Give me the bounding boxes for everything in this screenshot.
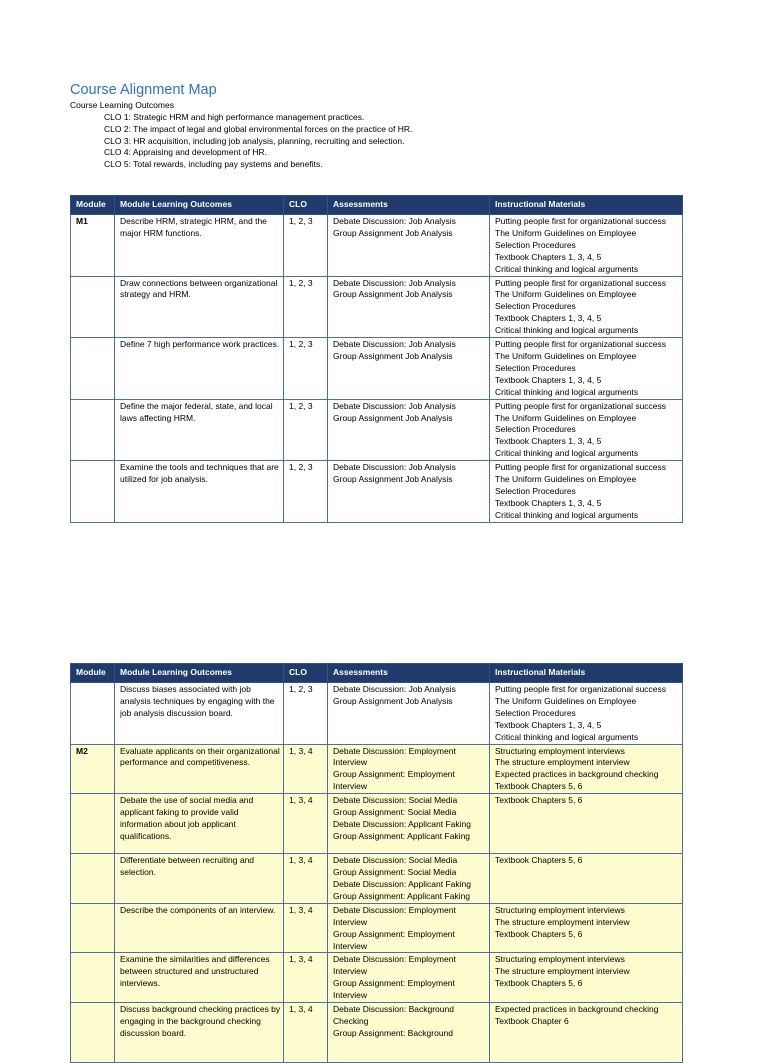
header-outcomes: Module Learning Outcomes [115, 196, 284, 215]
materials-cell [490, 1003, 683, 1063]
assessment-line: Group Assignment Job Analysis [333, 474, 453, 485]
material-line: Textbook Chapters 1, 3, 4, 5 [495, 313, 602, 324]
assessments-cell [328, 215, 490, 277]
alignment-table-1 [70, 195, 683, 523]
materials-cell [490, 953, 683, 1003]
module-cell [71, 276, 115, 338]
material-line: Selection Procedures [495, 424, 576, 435]
clo-cell: 1, 3, 4 [284, 953, 328, 1003]
clo-cell: 1, 2, 3 [284, 215, 328, 277]
materials-cell [490, 276, 683, 338]
material-line: Structuring employment interviews [495, 954, 625, 965]
assessment-line: Interview [333, 757, 368, 768]
clo-cell: 1, 3, 4 [284, 744, 328, 794]
material-line: Textbook Chapters 5, 6 [495, 781, 583, 792]
assessment-line: Group Assignment: Applicant Faking [333, 830, 471, 841]
table-row [71, 215, 683, 277]
material-line: Textbook Chapters 5, 6 [495, 855, 583, 866]
table-row [71, 744, 683, 794]
outcome-cell: Discuss biases associated with job analysis techniques by engaging with the job analysis discussion board. [115, 683, 284, 745]
assessment-line: Debate Discussion: Applicant Faking [333, 878, 471, 889]
table-header-row [71, 664, 683, 683]
material-line: Selection Procedures [495, 301, 576, 312]
material-line: Selection Procedures [495, 707, 576, 718]
material-line: The structure employment interview [495, 916, 630, 927]
outcome-cell: Differentiate between recruiting and selection. [115, 854, 284, 904]
material-line: Putting people first for organizational success [495, 462, 667, 473]
page-title: Course Alignment Map [70, 82, 217, 98]
assessment-line: Debate Discussion: Job Analysis [333, 216, 456, 226]
outcome-cell: Describe HRM, strategic HRM, and the major HRM functions. [115, 215, 284, 277]
assessment-line: Interview [333, 940, 368, 951]
assessment-line: Debate Discussion: Job Analysis [333, 400, 456, 411]
clo-cell: 1, 3, 4 [284, 903, 328, 953]
materials-cell [490, 461, 683, 523]
material-line: The Uniform Guidelines on Employee [495, 227, 637, 238]
material-line: The structure employment interview [495, 757, 630, 768]
clo-cell: 1, 2, 3 [284, 461, 328, 523]
module-cell [71, 338, 115, 400]
material-line: Critical thinking and logical arguments [495, 263, 639, 274]
assessment-line: Group Assignment: Social Media [333, 807, 457, 818]
materials-cell [490, 854, 683, 904]
material-line: Critical thinking and logical arguments [495, 731, 639, 742]
materials-cell [490, 338, 683, 400]
outcome-cell: Examine the similarities and differences between structured and unstructured interviews. [115, 953, 284, 1003]
assessment-line: Checking [333, 1015, 369, 1026]
module-cell [71, 461, 115, 523]
material-line: Expected practices in background checking [495, 1004, 659, 1015]
table-row [71, 683, 683, 745]
outcome-cell: Discuss background checking practices by engaging in the background checking discussion board. [115, 1003, 284, 1063]
table-row [71, 338, 683, 400]
assessments-cell [328, 744, 490, 794]
material-line: The Uniform Guidelines on Employee [495, 474, 637, 485]
assessments-cell [328, 399, 490, 461]
assessments-cell [328, 683, 490, 745]
clo-list [104, 112, 412, 171]
clo-item: CLO 3: HR acquisition, including job analysis, planning, recruiting and selection. [104, 135, 405, 146]
assessment-line: Group Assignment Job Analysis [333, 350, 453, 361]
header-clo: CLO [284, 664, 328, 683]
material-line: Textbook Chapters 1, 3, 4, 5 [495, 497, 602, 508]
header-assessments: Assessments [328, 196, 490, 215]
clo-cell: 1, 2, 3 [284, 276, 328, 338]
assessments-cell [328, 794, 490, 854]
material-line: The Uniform Guidelines on Employee [495, 695, 637, 706]
clo-item: CLO 4: Appraising and development of HR. [104, 147, 268, 158]
clo-cell: 1, 3, 4 [284, 794, 328, 854]
assessment-line: Debate Discussion: Employment [333, 745, 456, 756]
assessment-line: Debate Discussion: Job Analysis [333, 277, 456, 288]
clo-item: CLO 5: Total rewards, including pay systems and benefits. [104, 159, 323, 170]
header-materials: Instructional Materials [490, 664, 683, 683]
assessment-line: Group Assignment: Employment [333, 928, 455, 939]
table-row [71, 461, 683, 523]
material-line: Putting people first for organizational success [495, 277, 667, 288]
clo-cell: 1, 3, 4 [284, 1003, 328, 1063]
header-clo: CLO [284, 196, 328, 215]
assessment-line: Group Assignment Job Analysis [333, 227, 453, 238]
assessment-line: Debate Discussion: Social Media [333, 795, 458, 806]
material-line: Textbook Chapters 5, 6 [495, 795, 583, 806]
material-line: Selection Procedures [495, 485, 576, 496]
material-line: Textbook Chapter 6 [495, 1015, 569, 1026]
module-cell: M2 [71, 744, 115, 794]
assessments-cell [328, 953, 490, 1003]
assessments-cell [328, 854, 490, 904]
assessment-line: Debate Discussion: Job Analysis [333, 684, 456, 694]
table-row [71, 903, 683, 953]
clo-cell: 1, 2, 3 [284, 399, 328, 461]
assessment-line: Debate Discussion: Job Analysis [333, 462, 456, 473]
assessment-line: Group Assignment Job Analysis [333, 412, 453, 423]
header-materials: Instructional Materials [490, 196, 683, 215]
outcome-cell: Define the major federal, state, and local laws affecting HRM. [115, 399, 284, 461]
table-row [71, 953, 683, 1003]
material-line: Textbook Chapters 1, 3, 4, 5 [495, 719, 602, 730]
material-line: Structuring employment interviews [495, 745, 625, 756]
material-line: Critical thinking and logical arguments [495, 509, 639, 520]
table-row [71, 399, 683, 461]
table-row [71, 1003, 683, 1063]
assessment-line: Debate Discussion: Employment [333, 954, 456, 965]
module-cell [71, 903, 115, 953]
outcome-cell: Define 7 high performance work practices. [115, 338, 284, 400]
material-line: The Uniform Guidelines on Employee [495, 350, 637, 361]
assessment-line: Debate Discussion: Job Analysis [333, 339, 456, 350]
materials-cell [490, 903, 683, 953]
assessment-line: Group Assignment: Social Media [333, 867, 457, 878]
material-line: Putting people first for organizational success [495, 339, 667, 350]
assessment-line: Group Assignment: Applicant Faking [333, 890, 471, 901]
outcome-cell: Debate the use of social media and applicant faking to provide valid information about job applicant qualifications. [115, 794, 284, 854]
module-cell [71, 794, 115, 854]
outcome-cell: Draw connections between organizational strategy and HRM. [115, 276, 284, 338]
material-line: Textbook Chapters 1, 3, 4, 5 [495, 251, 602, 262]
material-line: Putting people first for organizational success [495, 216, 667, 226]
material-line: Structuring employment interviews [495, 904, 625, 915]
assessment-line: Interview [333, 916, 368, 927]
material-line: Expected practices in background checking [495, 769, 659, 780]
material-line: Textbook Chapters 1, 3, 4, 5 [495, 374, 602, 385]
material-line: Putting people first for organizational success [495, 400, 667, 411]
assessment-line: Interview [333, 781, 368, 792]
materials-cell [490, 683, 683, 745]
clo-cell: 1, 2, 3 [284, 683, 328, 745]
assessment-line: Group Assignment: Employment [333, 769, 455, 780]
material-line: Textbook Chapters 5, 6 [495, 978, 583, 989]
materials-cell [490, 744, 683, 794]
alignment-table-2 [70, 663, 683, 1063]
outcome-cell: Examine the tools and techniques that are utilized for job analysis. [115, 461, 284, 523]
table-header-row [71, 196, 683, 215]
material-line: Putting people first for organizational success [495, 684, 667, 694]
assessments-cell [328, 276, 490, 338]
material-line: The Uniform Guidelines on Employee [495, 289, 637, 300]
header-module: Module [71, 664, 115, 683]
materials-cell [490, 215, 683, 277]
clo-item: CLO 1: Strategic HRM and high performance management practices. [104, 112, 365, 122]
assessment-line: Group Assignment Job Analysis [333, 289, 453, 300]
assessments-cell [328, 338, 490, 400]
header-assessments: Assessments [328, 664, 490, 683]
material-line: Critical thinking and logical arguments [495, 325, 639, 336]
module-cell [71, 953, 115, 1003]
material-line: Selection Procedures [495, 239, 576, 250]
material-line: Textbook Chapters 5, 6 [495, 928, 583, 939]
table-row [71, 276, 683, 338]
outcome-cell: Describe the components of an interview. [115, 903, 284, 953]
assessment-line: Interview [333, 966, 368, 977]
header-outcomes: Module Learning Outcomes [115, 664, 284, 683]
outcome-cell: Evaluate applicants on their organizational performance and competitiveness. [115, 744, 284, 794]
module-cell [71, 1003, 115, 1063]
material-line: Selection Procedures [495, 362, 576, 373]
assessments-cell [328, 1003, 490, 1063]
header-module: Module [71, 196, 115, 215]
assessment-line: Debate Discussion: Social Media [333, 855, 458, 866]
assessment-line: Interview [333, 990, 368, 1001]
table-row [71, 794, 683, 854]
clo-item: CLO 2: The impact of legal and global environmental forces on the practice of HR. [104, 123, 413, 134]
assessment-line: Debate Discussion: Applicant Faking [333, 818, 471, 829]
assessments-cell [328, 461, 490, 523]
assessment-line: Group Assignment Job Analysis [333, 695, 453, 706]
material-line: The structure employment interview [495, 966, 630, 977]
materials-cell [490, 399, 683, 461]
material-line: Critical thinking and logical arguments [495, 386, 639, 397]
module-cell [71, 854, 115, 904]
section-subtitle: Course Learning Outcomes [70, 100, 174, 110]
assessment-line: Debate Discussion: Background [333, 1004, 454, 1015]
table-row [71, 854, 683, 904]
module-cell: M1 [71, 215, 115, 277]
materials-cell [490, 794, 683, 854]
assessment-line: Group Assignment: Employment [333, 978, 455, 989]
material-line: The Uniform Guidelines on Employee [495, 412, 637, 423]
clo-cell: 1, 3, 4 [284, 854, 328, 904]
assessments-cell [328, 903, 490, 953]
module-cell [71, 399, 115, 461]
assessment-line: Group Assignment: Background [333, 1027, 454, 1038]
clo-cell: 1, 2, 3 [284, 338, 328, 400]
assessment-line: Debate Discussion: Employment [333, 904, 456, 915]
material-line: Critical thinking and logical arguments [495, 448, 639, 459]
module-cell [71, 683, 115, 745]
material-line: Textbook Chapters 1, 3, 4, 5 [495, 436, 602, 447]
